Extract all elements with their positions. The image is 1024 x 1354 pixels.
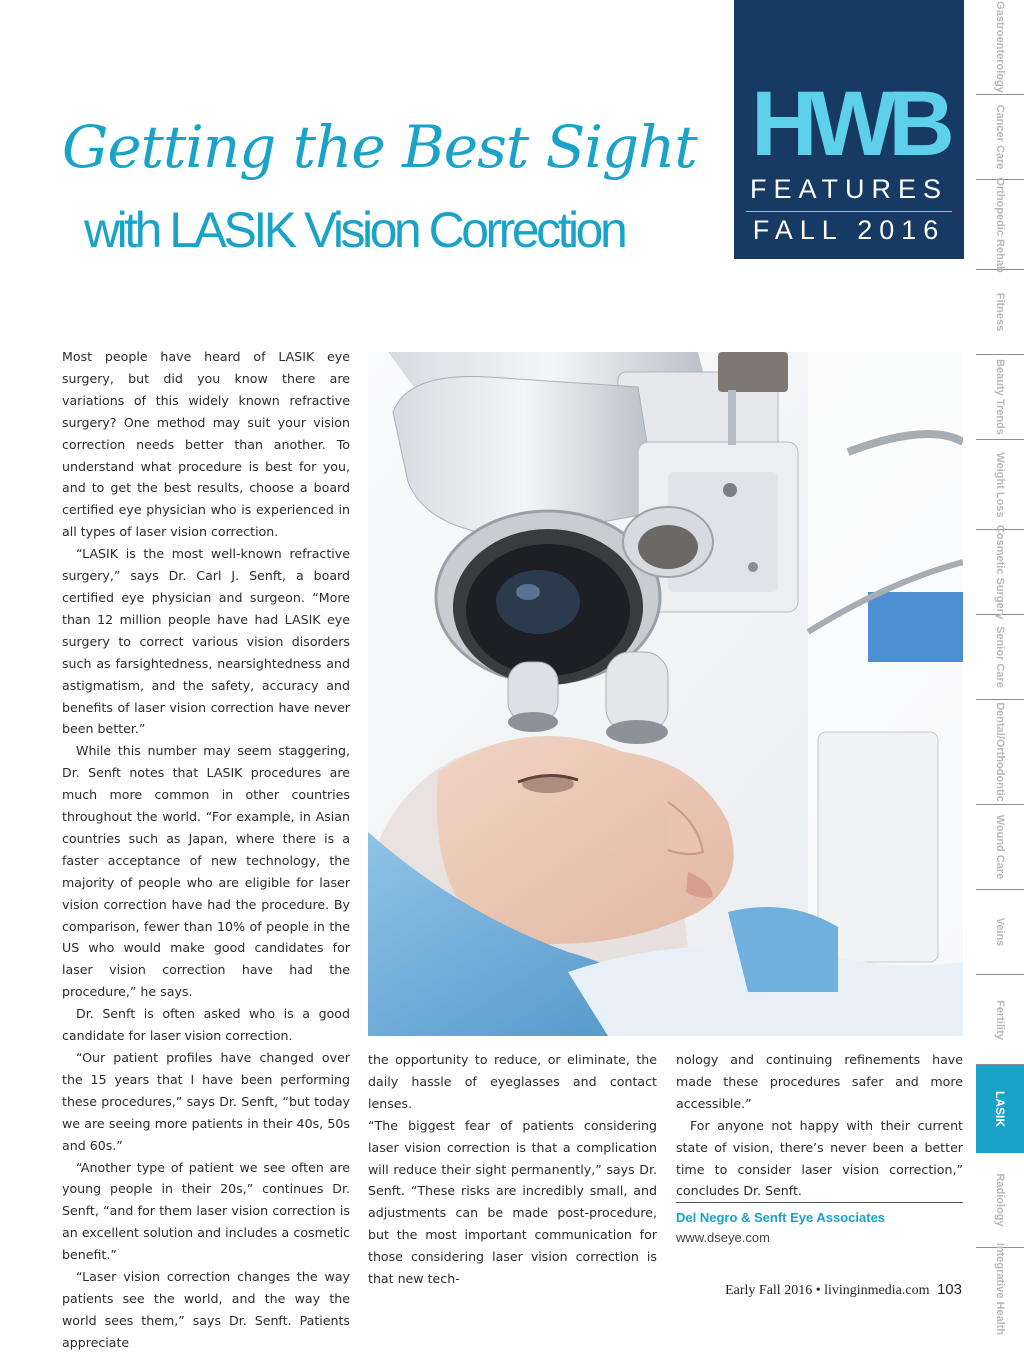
section-side-nav — [976, 0, 1024, 1336]
body-paragraph: “The biggest fear of patients considering laser vision correction is that a complication will reduce their sight permanently,” says Dr. Senft. “These risks are incredibly small, and adjustments can be made post-procedure, but the most important communication for those considering laser vision correction is that new tech- — [368, 1117, 657, 1287]
side-nav-label: Weight Loss — [994, 451, 1006, 518]
article-subtitle: with LASIK Vision Correction — [84, 202, 625, 258]
side-nav-label: Veins — [994, 917, 1006, 947]
lasik-photo-illustration — [368, 352, 963, 1036]
season-label: FALL 2016 — [752, 215, 946, 245]
side-nav-label: LASIK — [993, 1091, 1007, 1127]
side-nav-item-veins[interactable] — [976, 890, 1024, 975]
side-nav-item-cosmetic-surgery[interactable] — [976, 524, 1024, 620]
page-footer — [725, 1281, 962, 1299]
side-nav-item-lasik[interactable] — [976, 1065, 1024, 1153]
side-nav-item-dental-orthodontic[interactable] — [976, 700, 1024, 805]
side-nav-label: Dental/Orthodontic — [994, 702, 1006, 802]
side-nav-label: Orthopedic Rehab — [994, 176, 1006, 273]
side-nav-item-cancer-care[interactable] — [976, 95, 1024, 180]
side-nav-label: Integrative Health — [994, 1242, 1006, 1336]
side-nav-label: Senior Care — [994, 626, 1006, 688]
body-paragraph: nology and continuing refinements have made these procedures safer and more accessible.” — [676, 1052, 963, 1111]
body-paragraph: “Our patient profiles have changed over the 15 years that I have been performing these procedures,” says Dr. Senft, “but today we are seeing more patients in their 40s, 50s and 60s.” — [62, 1050, 350, 1153]
side-nav-item-wound-care[interactable] — [976, 805, 1024, 890]
side-nav-label: Beauty Trends — [994, 359, 1006, 435]
side-nav-item-fitness[interactable] — [976, 270, 1024, 355]
side-nav-item-gastroenterology[interactable] — [976, 0, 1024, 95]
side-nav-item-fertility[interactable] — [976, 975, 1024, 1065]
body-paragraph: While this number may seem staggering, Dr. Senft notes that LASIK procedures are much more common in other countries throughout the world. “For example, in Asian countries such as Japan, where there is a faster acceptance of new technology, the majority of people who are eligible for laser vision correction have had the procedure. By comparison, fewer than 10% of people in the US who would make good candidates for laser vision correction have had the procedure,” he says. — [62, 743, 350, 1000]
footer-text: Early Fall 2016 • livinginmedia.com — [725, 1283, 930, 1298]
lasik-patient-photo — [368, 352, 963, 1036]
body-paragraph: “Another type of patient we see often are young people in their 20s,” continues Dr. Senft, “and for them laser vision correction is an excellent solution and includes a cosmetic benefit.” — [62, 1159, 350, 1263]
side-nav-label: Radiology — [994, 1173, 1006, 1227]
body-column-1 — [62, 346, 350, 1354]
credit-organization: Del Negro & Senft Eye Associates — [676, 1210, 886, 1225]
side-nav-item-integrative-health[interactable] — [976, 1242, 1024, 1336]
credit-website-link[interactable]: www.dseye.com — [676, 1230, 770, 1245]
side-nav-label: Fitness — [994, 292, 1006, 332]
features-label: FEATURES — [749, 174, 948, 204]
side-nav-item-radiology[interactable] — [976, 1153, 1024, 1248]
masthead-divider — [746, 211, 952, 212]
body-paragraph: Most people have heard of LASIK eye surgery, but did you know there are variations of this widely known refractive surgery? One method may suit your vision correction needs better than another. To understand what procedure is best for you, and to get the best results, choose a board certified eye physician who is experienced in all types of laser vision correction. — [62, 349, 350, 540]
side-nav-item-senior-care[interactable] — [976, 615, 1024, 700]
side-nav-label: Cancer Care — [994, 104, 1006, 170]
side-nav-label: Wound Care — [994, 814, 1006, 880]
body-column-3 — [676, 1049, 963, 1202]
body-paragraph: “Laser vision correction changes the way patients see the world, and the way the world sees them,” says Dr. Senft. Patients appreciate — [62, 1269, 350, 1350]
side-nav-item-beauty-trends[interactable] — [976, 355, 1024, 440]
side-nav-item-weight-loss[interactable] — [976, 440, 1024, 530]
body-paragraph: Dr. Senft is often asked who is a good candidate for laser vision correction. — [62, 1006, 350, 1044]
hwb-features-box — [734, 0, 964, 259]
article-title: Getting the Best Sight — [62, 113, 697, 181]
page-number: 103 — [936, 1281, 962, 1298]
body-paragraph: the opportunity to reduce, or eliminate, the daily hassle of eyeglasses and contact lenses. — [368, 1052, 657, 1111]
side-nav-label: Fertility — [994, 999, 1006, 1040]
body-paragraph: “LASIK is the most well-known refractive surgery,” says Dr. Carl J. Senft, a board certified eye physician and surgeon. “More than 12 million people have had LASIK eye surgery to correct various vision disorders such as farsightedness, nearsightedness and astigmatism, and the safety, accuracy and benefits of laser vision correction have never been better.” — [62, 546, 350, 737]
body-column-2 — [368, 1049, 657, 1290]
side-nav-label: Cosmetic Surgery — [994, 524, 1006, 620]
side-nav-label: Gastroenterology — [994, 1, 1006, 93]
hwb-logo: HWB — [751, 73, 947, 175]
body-paragraph: For anyone not happy with their current state of vision, there’s never been a better time to consider laser vision correction,” concludes Dr. Senft. — [676, 1117, 963, 1199]
side-nav-item-orthopedic-rehab[interactable] — [976, 176, 1024, 273]
credit-divider — [676, 1202, 963, 1203]
